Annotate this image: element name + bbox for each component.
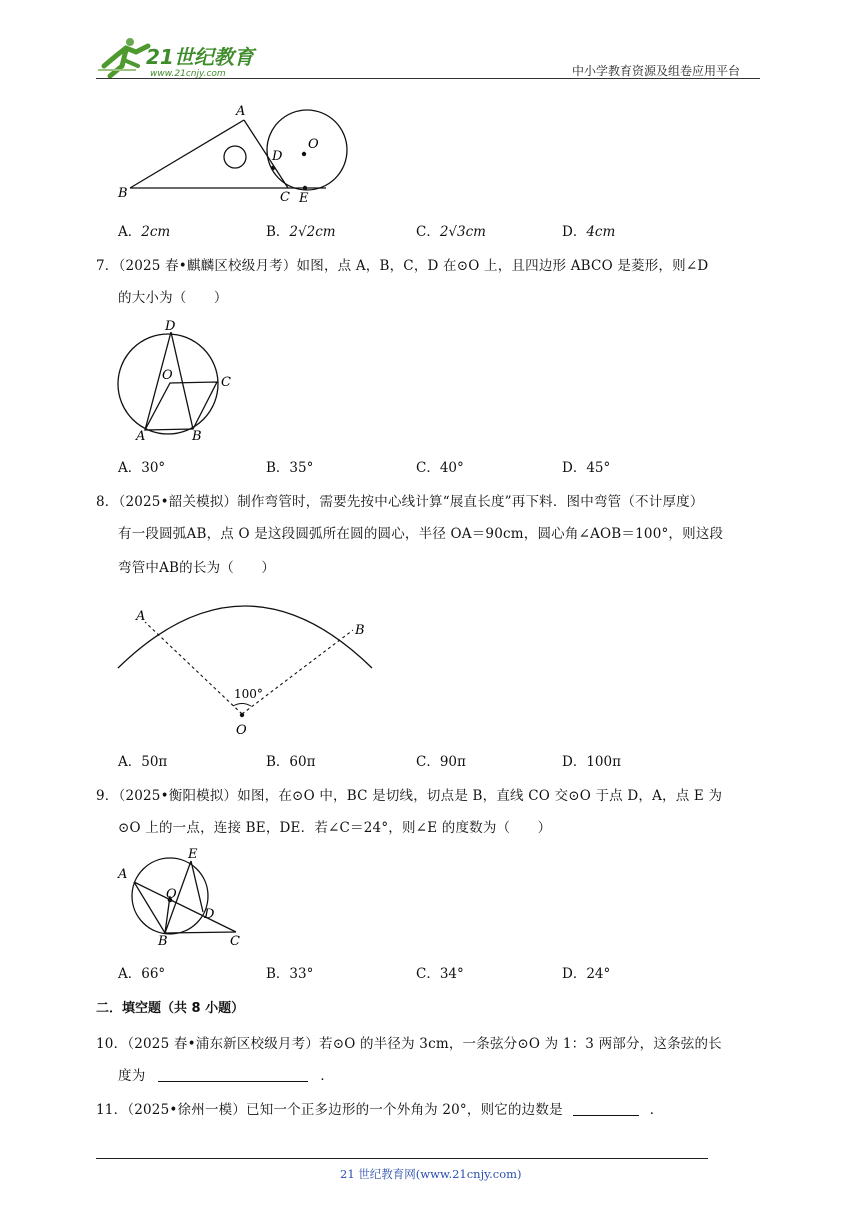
q9-label-a: A (118, 867, 128, 882)
q8-stem-line1: 8．（2025•韶关模拟）制作弯管时，需要先按中心线计算“展直长度”再下料．图中弯管（不计厚度） (96, 494, 704, 510)
platform-name: 中小学教育资源及组卷应用平台 (572, 64, 741, 78)
q7-stem-line1: 7．（2025 春•麒麟区校级月考）如图，点 A，B，C，D 在⊙O 上，且四边形 ABCO 是菱形，则∠D (96, 258, 709, 274)
q6-label-c: C (280, 190, 290, 205)
q9-label-o: O (166, 887, 177, 902)
footer-divider (96, 1158, 708, 1159)
q8-label-o: O (236, 723, 247, 738)
q8-stem-line2: 有一段圆弧AB，点 O 是这段圆弧所在圆的圆心，半径 OA＝90cm，圆心角∠AOB＝100°，则这段 (118, 526, 724, 542)
q6-option-c[interactable]: C．2√3cm (416, 224, 486, 240)
q8-label-a: A (136, 609, 146, 624)
q8-figure (114, 584, 376, 742)
q11-stem (96, 1098, 663, 1118)
q11-answer-blank[interactable] (573, 1101, 639, 1116)
q7-option-a[interactable]: A．30° (118, 460, 166, 476)
q9-label-c: C (230, 934, 240, 948)
q9-option-d[interactable]: D．24° (562, 966, 611, 982)
q6-figure (116, 98, 352, 208)
q7-stem-line2: 的大小为（ ） (118, 290, 228, 306)
q7-option-c[interactable]: C．40° (416, 460, 464, 476)
logo-url: www.21cnjy.com (150, 69, 226, 79)
q9-stem-line1: 9．（2025•衡阳模拟）如图，在⊙O 中，BC 是切线，切点是 B，直线 CO 交⊙O 于点 D，A，点 E 为 (96, 788, 723, 804)
q7-option-d[interactable]: D．45° (562, 460, 611, 476)
section-heading-fill-in: 二．填空题（共 8 小题） (96, 1001, 245, 1016)
q6-option-d[interactable]: D．4cm (562, 224, 616, 240)
q10-stem-line2 (118, 1064, 334, 1084)
site-logo (96, 36, 266, 80)
q9-option-a[interactable]: A．66° (118, 966, 166, 982)
q8-option-c[interactable]: C．90π (416, 754, 466, 770)
q6-option-b[interactable]: B．2√2cm (266, 224, 336, 240)
q7-label-b: B (192, 429, 202, 442)
q9-label-d: D (204, 907, 215, 922)
q10-suffix: ． (320, 1068, 335, 1084)
q6-label-e: E (299, 191, 309, 206)
q6-label-b: B (118, 186, 128, 201)
q9-figure (116, 844, 248, 948)
q6-label-a: A (236, 104, 246, 119)
q10-prefix: 度为 (118, 1068, 146, 1084)
q9-label-e: E (188, 847, 198, 862)
q8-stem-line3: 弯管中AB的长为（ ） (118, 560, 276, 576)
q9-option-c[interactable]: C．34° (416, 966, 464, 982)
q7-label-a: A (136, 429, 146, 442)
q8-option-a[interactable]: A．50π (118, 754, 168, 770)
q9-label-b: B (158, 934, 168, 948)
q7-figure (110, 316, 240, 442)
footer-link[interactable]: 21 世纪教育网(www.21cnjy.com) (340, 1167, 522, 1181)
q10-answer-blank[interactable] (158, 1067, 308, 1082)
q9-option-b[interactable]: B．33° (266, 966, 314, 982)
q6-label-o: O (308, 137, 319, 152)
q11-prefix: 11．（2025•徐州一模）已知一个正多边形的一个外角为 20°，则它的边数是 (96, 1102, 563, 1118)
q8-angle-label: 100° (234, 687, 263, 701)
header-divider (96, 78, 760, 79)
q7-option-b[interactable]: B．35° (266, 460, 314, 476)
q10-stem-line1: 10．（2025 春•浦东新区校级月考）若⊙O 的半径为 3cm，一条弦分⊙O 为 1：3 两部分，这条弦的长 (96, 1036, 722, 1052)
q6-label-d: D (272, 149, 283, 164)
q8-label-b: B (355, 623, 365, 638)
q7-label-d: D (165, 319, 176, 334)
q9-stem-line2: ⊙O 上的一点，连接 BE，DE．若∠C＝24°，则∠E 的度数为（ ） (118, 820, 552, 836)
logo-title: 21世纪教育 (146, 45, 254, 69)
q8-option-d[interactable]: D．100π (562, 754, 621, 770)
q8-option-b[interactable]: B．60π (266, 754, 316, 770)
q11-suffix: ． (649, 1102, 664, 1118)
q6-option-a[interactable]: A．2cm (118, 224, 171, 240)
q7-label-c: C (221, 375, 231, 390)
q7-label-o: O (162, 368, 173, 383)
